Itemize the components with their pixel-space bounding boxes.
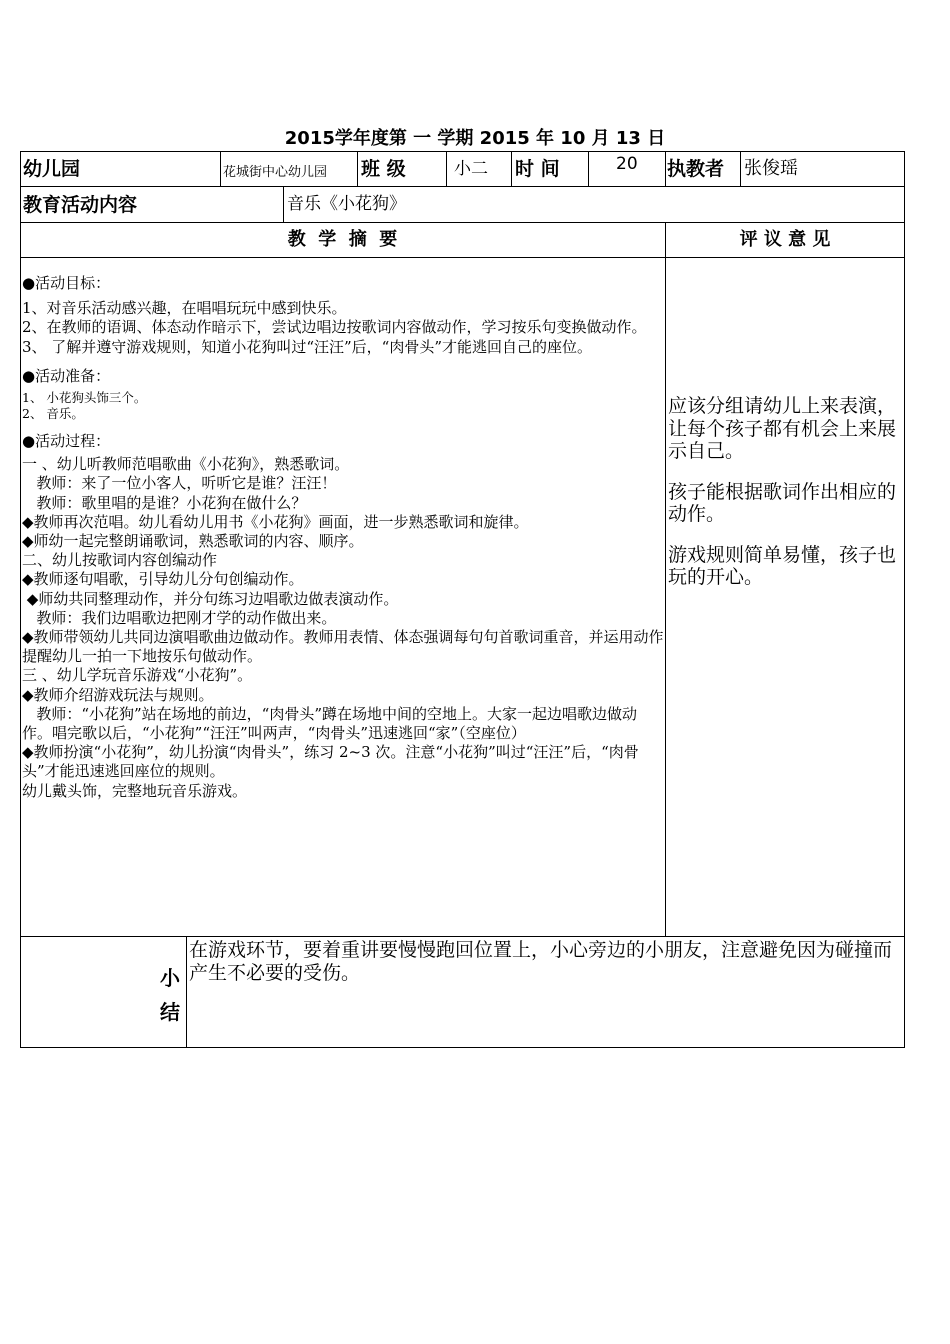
class-value: 小二: [454, 159, 488, 179]
content-value: 音乐《小花狗》: [287, 194, 406, 214]
kindergarten-value: 花城街中心幼儿园: [223, 165, 328, 180]
process-step: 教师：我们边唱歌边把刚才学的动作做出来。: [22, 608, 337, 627]
table-rule: [20, 222, 905, 223]
comment-item: 游戏规则简单易懂，孩子也玩的开心。: [668, 543, 897, 588]
table-rule: [588, 151, 589, 186]
process-step: 三 、幼儿学玩音乐游戏“小花狗”。: [22, 666, 253, 685]
table-rule: [20, 186, 905, 187]
table-rule: [446, 151, 447, 186]
process-step: ◆教师逐句唱歌，引导幼儿分句创编动作。: [22, 570, 304, 589]
time-value: 20: [616, 154, 638, 174]
prep-item: 1、 小花狗头饰三个。: [22, 390, 147, 406]
table-rule: [220, 151, 221, 186]
process-step: ◆教师带领幼儿共同边演唱歌曲边做动作。教师用表情、体态强调每句句首歌词重音，并运用动作提醒幼儿一拍一下地按乐句做动作。: [22, 628, 664, 666]
process-step: ◆教师扮演“小花狗”，幼儿扮演“肉骨头”，练习 2~3 次。注意“小花狗”叫过“汪汪”后，“肉骨头”才能迅速逃回座位的规则。: [22, 743, 639, 781]
process-step: ◆教师介绍游戏玩法与规则。: [22, 685, 214, 704]
prep-item: 2、 音乐。: [22, 406, 84, 422]
review-comments: [668, 395, 904, 795]
teaching-summary: [22, 274, 664, 934]
conclusion-label-top: 小: [160, 966, 180, 990]
process-step: 教师：歌里唱的是谁？小花狗在做什么？: [22, 493, 307, 512]
process-step: 一 、幼儿听教师范唱歌曲《小花狗》，熟悉歌词。: [22, 455, 350, 474]
process-step: 幼儿戴头饰，完整地玩音乐游戏。: [22, 781, 248, 800]
process-step: 教师：“小花狗”站在场地的前边，“肉骨头”蹲在场地中间的空地上。大家一起边唱歌边做动作。唱完歌以后，“小花狗”“汪汪”叫两声，“肉骨头”迅速逃回“家”（空座位）: [22, 704, 637, 743]
teacher-label: 执教者: [667, 158, 725, 180]
comment-item: 孩子能根据歌词作出相应的动作。: [668, 480, 897, 525]
goal-item: 1、对音乐活动感兴趣，在唱唱玩玩中感到快乐。: [22, 299, 347, 318]
table-rule: [20, 257, 905, 258]
comments-header: 评 议 意 见: [739, 229, 831, 250]
class-label: 班 级: [361, 158, 406, 180]
table-rule: [20, 936, 905, 937]
process-step: 二、幼儿按歌词内容创编动作: [22, 551, 218, 570]
process-heading: ●活动过程：: [22, 432, 111, 451]
goal-item: 3、 了解并遵守游戏规则，知道小花狗叫过“汪汪”后，“肉骨头”才能逃回自己的座位。: [22, 337, 592, 356]
conclusion-text: 在游戏环节，要着重讲要慢慢跑回位置上，小心旁边的小朋友，注意避免因为碰撞而产生不必要的受伤。: [189, 939, 893, 984]
process-step: ◆师幼共同整理动作，并分句练习边唱歌边做表演动作。: [22, 589, 399, 608]
comment-item: 应该分组请幼儿上来表演，让每个孩子都有机会上来展示自己。: [668, 395, 897, 462]
content-label: 教育活动内容: [23, 194, 138, 216]
process-step: ◆教师再次范唱。幼儿看幼儿用书《小花狗》画面，进一步熟悉歌词和旋律。: [22, 512, 529, 531]
teacher-value: 张俊瑶: [744, 158, 798, 179]
table-rule: [186, 936, 187, 1048]
table-rule: [665, 222, 666, 936]
process-step: 教师：来了一位小客人，听听它是谁？汪汪！: [22, 474, 337, 493]
table-rule: [511, 151, 512, 186]
table-rule: [740, 151, 741, 186]
table-rule: [357, 151, 358, 186]
summary-header: 教 学 摘 要: [287, 229, 398, 250]
kindergarten-label: 幼儿园: [23, 158, 81, 180]
goal-heading: ●活动目标：: [22, 274, 111, 292]
prep-heading: ●活动准备：: [22, 366, 111, 385]
table-rule: [665, 151, 666, 186]
table-rule: [283, 186, 284, 222]
page-title: 2015学年度第 一 学期 2015 年 10 月 13 日: [284, 128, 666, 149]
conclusion-label-bottom: 结: [160, 1000, 180, 1024]
process-step: ◆师幼一起完整朗诵歌词，熟悉歌词的内容、顺序。: [22, 532, 364, 551]
goal-item: 2、在教师的语调、体态动作暗示下，尝试边唱边按歌词内容做动作，学习按乐句变换做动作。: [22, 318, 647, 337]
time-label: 时 间: [515, 158, 560, 180]
